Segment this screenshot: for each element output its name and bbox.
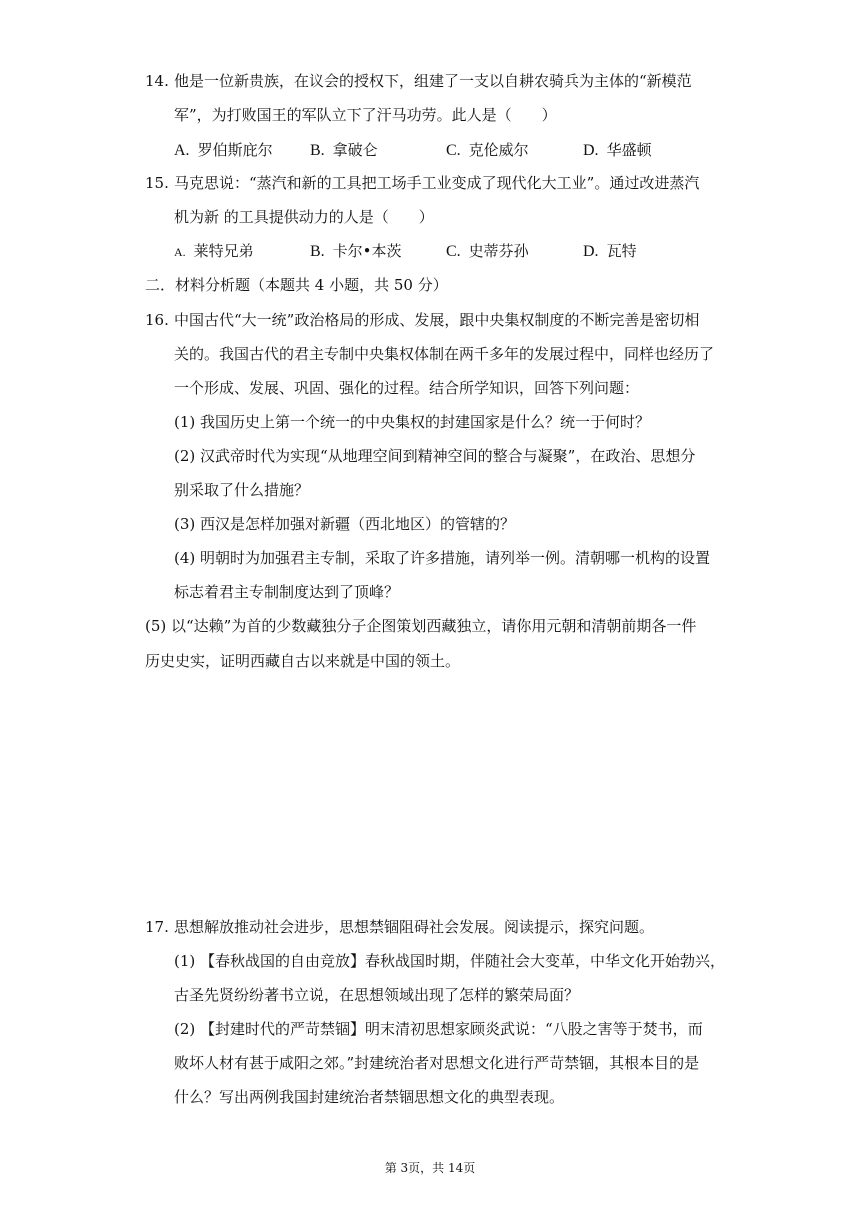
q16-sub-1: (1) 我国历史上第一个统一的中央集权的封建国家是什么？统一于何时？ (174, 413, 651, 431)
q16-sub-5-line-1: (5) 以“达赖”为首的少数藏独分子企图策划西藏独立，请你用元朝和清朝前期各一件 (145, 617, 697, 635)
q16-line-2: 关的。我国古代的君主专制中央集权体制在两千多年的发展过程中，同样也经历了 (174, 345, 715, 363)
option-text: 克伦威尔 (468, 141, 529, 159)
q15-option-c (446, 241, 529, 262)
q15-option-d (583, 241, 637, 262)
q14-line-1: 他是一位新贵族，在议会的授权下，组建了一支以自耕农骑兵为主体的“新模范 (174, 72, 692, 90)
q16-sub-2-line-2: 别采取了什么措施？ (174, 481, 310, 499)
q17-sub-2-line-2: 败坏人材有甚于咸阳之郊。”封建统治者对思想文化进行严苛禁锢，其根本目的是 (174, 1054, 700, 1072)
q14-option-a (174, 140, 273, 161)
q15-number: 15. (145, 174, 169, 192)
q14-line-2: 军”，为打败国王的军队立下了汗马功劳。此人是（ ） (174, 106, 557, 124)
option-text: 卡尔•本茨 (332, 242, 402, 260)
option-letter: D. (583, 142, 599, 159)
option-text: 莱特兄弟 (193, 242, 254, 260)
q16-line-3: 一个形成、发展、巩固、强化的过程。结合所学知识，回答下列问题： (174, 379, 640, 397)
q17-sub-1-line-1: (1) 【春秋战国的自由竞放】春秋战国时期，伴随社会大变革，中华文化开始勃兴， (174, 952, 726, 970)
q17-line-1: 思想解放推动社会进步，思想禁锢阻碍社会发展。阅读提示，探究问题。 (174, 918, 655, 936)
q15-line-2: 机为新 的工具提供动力的人是（ ） (174, 208, 434, 226)
q16-sub-2-line-1: (2) 汉武帝时代为实现“从地理空间到精神空间的整合与凝聚”，在政治、思想分 (174, 447, 696, 465)
q16-sub-5-line-2: 历史史实，证明西藏自古以来就是中国的领土。 (145, 652, 461, 670)
option-text: 瓦特 (606, 242, 637, 260)
q14-option-d (583, 140, 652, 161)
q15-option-a (174, 241, 254, 262)
q14-number: 14. (145, 72, 169, 90)
option-letter: D. (583, 243, 599, 260)
option-text: 史蒂芬孙 (468, 242, 529, 260)
option-letter: C. (446, 243, 461, 260)
option-letter: B. (310, 243, 325, 260)
option-text: 拿破仑 (332, 141, 378, 159)
q17-sub-1-line-2: 古圣先贤纷纷著书立说，在思想领域出现了怎样的繁荣局面？ (174, 986, 580, 1004)
q15-line-1: 马克思说：“蒸汽和新的工具把工场手工业变成了现代化大工业”。通过改进蒸汽 (174, 174, 700, 192)
option-text: 华盛顿 (606, 141, 652, 159)
q16-sub-4-line-1: (4) 明朝时为加强君主专制，采取了许多措施，请列举一例。清朝哪一机构的设置 (174, 549, 711, 567)
option-letter: A. (174, 142, 190, 159)
option-letter: C. (446, 142, 461, 159)
q17-number: 17. (145, 918, 169, 936)
q17-sub-2-line-1: (2) 【封建时代的严苛禁锢】明末清初思想家顾炎武说：“八股之害等于焚书，而 (174, 1020, 703, 1038)
q16-line-1: 中国古代“大一统”政治格局的形成、发展，跟中央集权制度的不断完善是密切相 (174, 311, 700, 329)
option-letter: B. (310, 142, 325, 159)
q17-sub-2-line-3: 什么？写出两例我国封建统治者禁锢思想文化的典型表现。 (174, 1088, 565, 1106)
q16-sub-4-line-2: 标志着君主专制制度达到了顶峰？ (174, 583, 400, 601)
q14-option-b (310, 140, 378, 161)
q15-option-b (310, 241, 402, 262)
option-text: 罗伯斯庇尔 (197, 141, 273, 159)
page-footer: 第 3页，共 14页 (384, 1161, 476, 1175)
q16-sub-3: (3) 西汉是怎样加强对新疆（西北地区）的管辖的？ (174, 515, 516, 533)
q14-option-c (446, 140, 529, 161)
section-2-heading: 二．材料分析题（本题共 4 小题，共 50 分） (145, 276, 448, 294)
option-letter: A. (174, 245, 186, 259)
q16-number: 16. (145, 311, 169, 329)
